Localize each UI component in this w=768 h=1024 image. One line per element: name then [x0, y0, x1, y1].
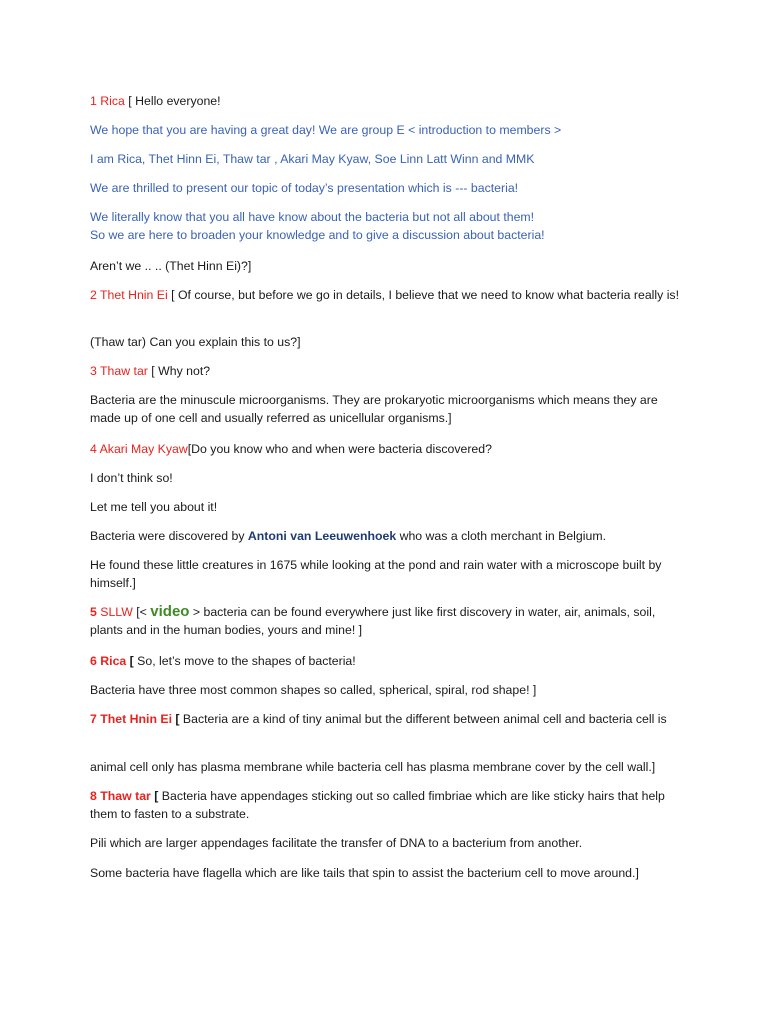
paragraph-13: Let me tell you about it!: [90, 500, 218, 514]
paragraph-line: We literally know that you all have know about the bacteria but not all about them!: [90, 210, 535, 224]
speaker-name: Thet Hnin Ei: [100, 712, 172, 726]
line-number: 3: [90, 364, 97, 378]
paragraph-text: Bacteria were discovered by: [90, 529, 248, 543]
speaker-name: Akari May Kyaw: [99, 442, 188, 456]
video-label: video: [150, 603, 190, 620]
paragraph-18: Bacteria have three most common shapes so called, spherical, spiral, rod shape! ]: [90, 683, 537, 697]
paragraph-text: [ Hello everyone!: [124, 94, 221, 108]
paragraph-12: I don’t think so!: [90, 471, 173, 485]
paragraph-8: (Thaw tar) Can you explain this to us?]: [90, 335, 301, 349]
paragraph-text: Bacteria have appendages sticking out so called fimbriae which are like sticky hairs that help them to fasten to a substrate.: [90, 789, 665, 821]
paragraph-20: animal cell only has plasma membrane while bacteria cell has plasma membrane cover by the cell wall.]: [90, 760, 656, 774]
paragraph-2: We hope that you are having a great day! We are group E < introduction to members >: [90, 123, 562, 137]
paragraph-1: [90, 92, 682, 110]
line-number: 1: [90, 94, 97, 108]
speaker-name: Thaw tar: [100, 789, 151, 803]
paragraph-text: [ Of course, but before we go in details, I believe that we need to know what bacteria really is!: [167, 288, 680, 302]
paragraph-text: So, let’s move to the shapes of bacteria!: [133, 654, 356, 668]
speaker-name: Rica: [100, 94, 125, 108]
paragraph-22: Pili which are larger appendages facilitate the transfer of DNA to a bacterium from another.: [90, 836, 583, 850]
paragraph-text: [ Why not?: [147, 364, 211, 378]
speaker-name: Thaw tar: [100, 364, 148, 378]
paragraph-text: who was a cloth merchant in Belgium.: [396, 529, 606, 543]
line-number: 8: [90, 789, 97, 803]
paragraph-23: Some bacteria have flagella which are like tails that spin to assist the bacterium cell to move around.]: [90, 866, 639, 880]
line-number: 4: [90, 442, 97, 456]
paragraph-4: We are thrilled to present our topic of today’s presentation which is --- bacteria!: [90, 181, 519, 195]
paragraph-11: [90, 440, 682, 458]
paragraph-line: So we are here to broaden your knowledge and to give a discussion about bacteria!: [90, 228, 545, 242]
paragraph-text: [<: [132, 605, 151, 619]
paragraph-6: Aren’t we .. .. (Thet Hinn Ei)?]: [90, 259, 252, 273]
paragraph-15: He found these little creatures in 1675 while looking at the pond and rain water with a microscope built by himself.]: [90, 558, 662, 590]
paragraph-16: [90, 603, 682, 639]
paragraph-7: [90, 286, 682, 304]
paragraph-19: [90, 710, 682, 728]
open-bracket: [: [126, 654, 134, 668]
paragraph-9: [90, 362, 682, 380]
paragraph-text: > bacteria can be found everywhere just like first discovery in water, air, animals, soil, plants and in the human bodies, yours and mine! ]: [90, 605, 656, 637]
paragraph-10: Bacteria are the minuscule microorganisms. They are prokaryotic microorganisms which means they are made up of one cell and usually referred as unicellular organisms.]: [90, 393, 658, 425]
paragraph-21: [90, 787, 682, 823]
speaker-name: Thet Hnin Ei: [100, 288, 168, 302]
open-bracket: [: [172, 712, 180, 726]
paragraph-14: [90, 527, 682, 545]
paragraph-text: [Do you know who and when were bacteria discovered?: [187, 442, 492, 456]
paragraph-17: [90, 652, 682, 670]
speaker-name: SLLW: [100, 605, 133, 619]
line-number: 5: [90, 605, 97, 619]
highlighted-name: Antoni van Leeuwenhoek: [247, 529, 397, 543]
paragraph-3: I am Rica, Thet Hinn Ei, Thaw tar , Akari May Kyaw, Soe Linn Latt Winn and MMK: [90, 152, 535, 166]
speaker-name: Rica: [100, 654, 127, 668]
line-number: 2: [90, 288, 97, 302]
line-number: 7: [90, 712, 97, 726]
paragraph-5: [90, 208, 682, 244]
line-number: 6: [90, 654, 97, 668]
paragraph-text: Bacteria are a kind of tiny animal but the different between animal cell and bacteria cell is: [179, 712, 667, 726]
open-bracket: [: [150, 789, 159, 803]
